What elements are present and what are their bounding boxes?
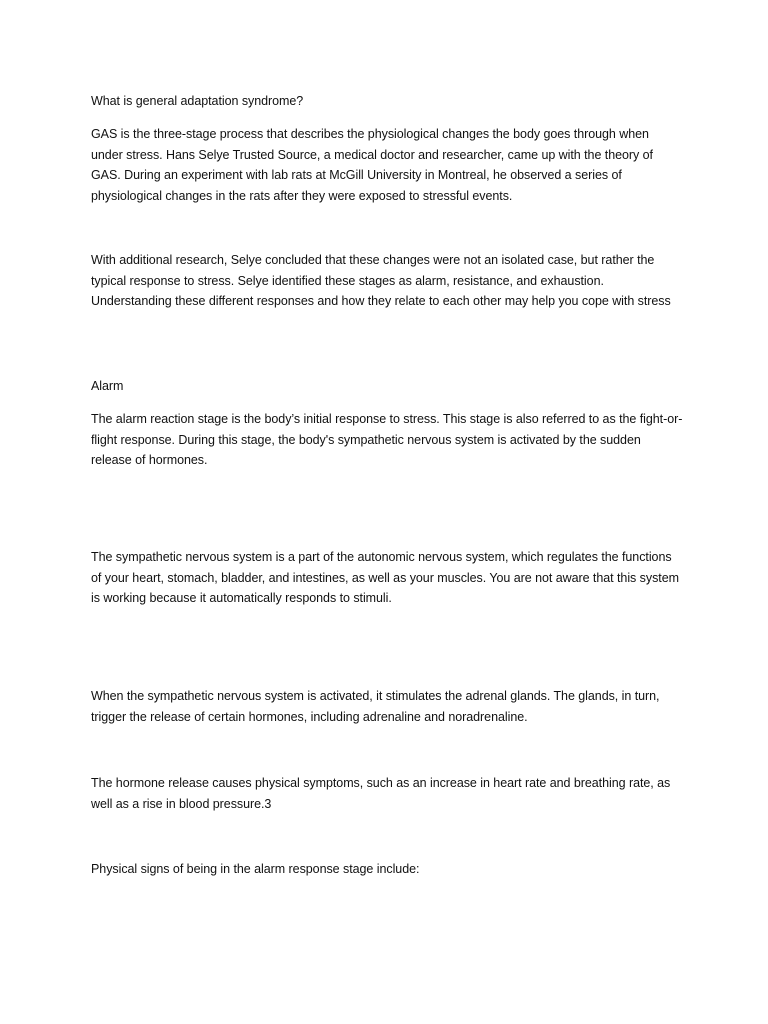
paragraph-selye-research: With additional research, Selye concluded that these changes were not an isolated case, but rather the typical response to stress. Selye identified these stages as alarm, resistance, and exhaustion. Understanding these different responses and how they relate to each other may help you cope with stress — [91, 253, 671, 308]
paragraph-hormone-release: The hormone release causes physical symptoms, such as an increase in heart rate and breathing rate, as well as a rise in blood pressure.3 — [91, 776, 671, 811]
paragraph-sympathetic-nervous-system: The sympathetic nervous system is a part of the autonomic nervous system, which regulates the functions of your heart, stomach, bladder, and intestines, as well as your muscles. You are not aware that this system is working because it automatically responds to stimuli. — [91, 550, 679, 605]
paragraph-physical-signs: Physical signs of being in the alarm response stage include: — [91, 862, 420, 876]
paragraph-adrenal-glands: When the sympathetic nervous system is activated, it stimulates the adrenal glands. The glands, in turn, trigger the release of certain hormones, including adrenaline and noradrenaline. — [91, 689, 660, 724]
heading-alarm: Alarm — [91, 379, 124, 393]
paragraph-gas-intro: GAS is the three-stage process that describes the physiological changes the body goes through when under stress. Hans Selye Trusted Source, a medical doctor and researcher, came up with the theory of GAS. During an experiment with lab rats at McGill University in Montreal, he observed a series of physiological changes in the rats after they were exposed to stressful events. — [91, 127, 653, 203]
heading-general-adaptation-syndrome: What is general adaptation syndrome? — [91, 94, 304, 108]
paragraph-alarm-stage: The alarm reaction stage is the body’s initial response to stress. This stage is also referred to as the fight-or-flight response. During this stage, the body's sympathetic nervous system is activated by the sudden release of hormones. — [91, 412, 683, 467]
